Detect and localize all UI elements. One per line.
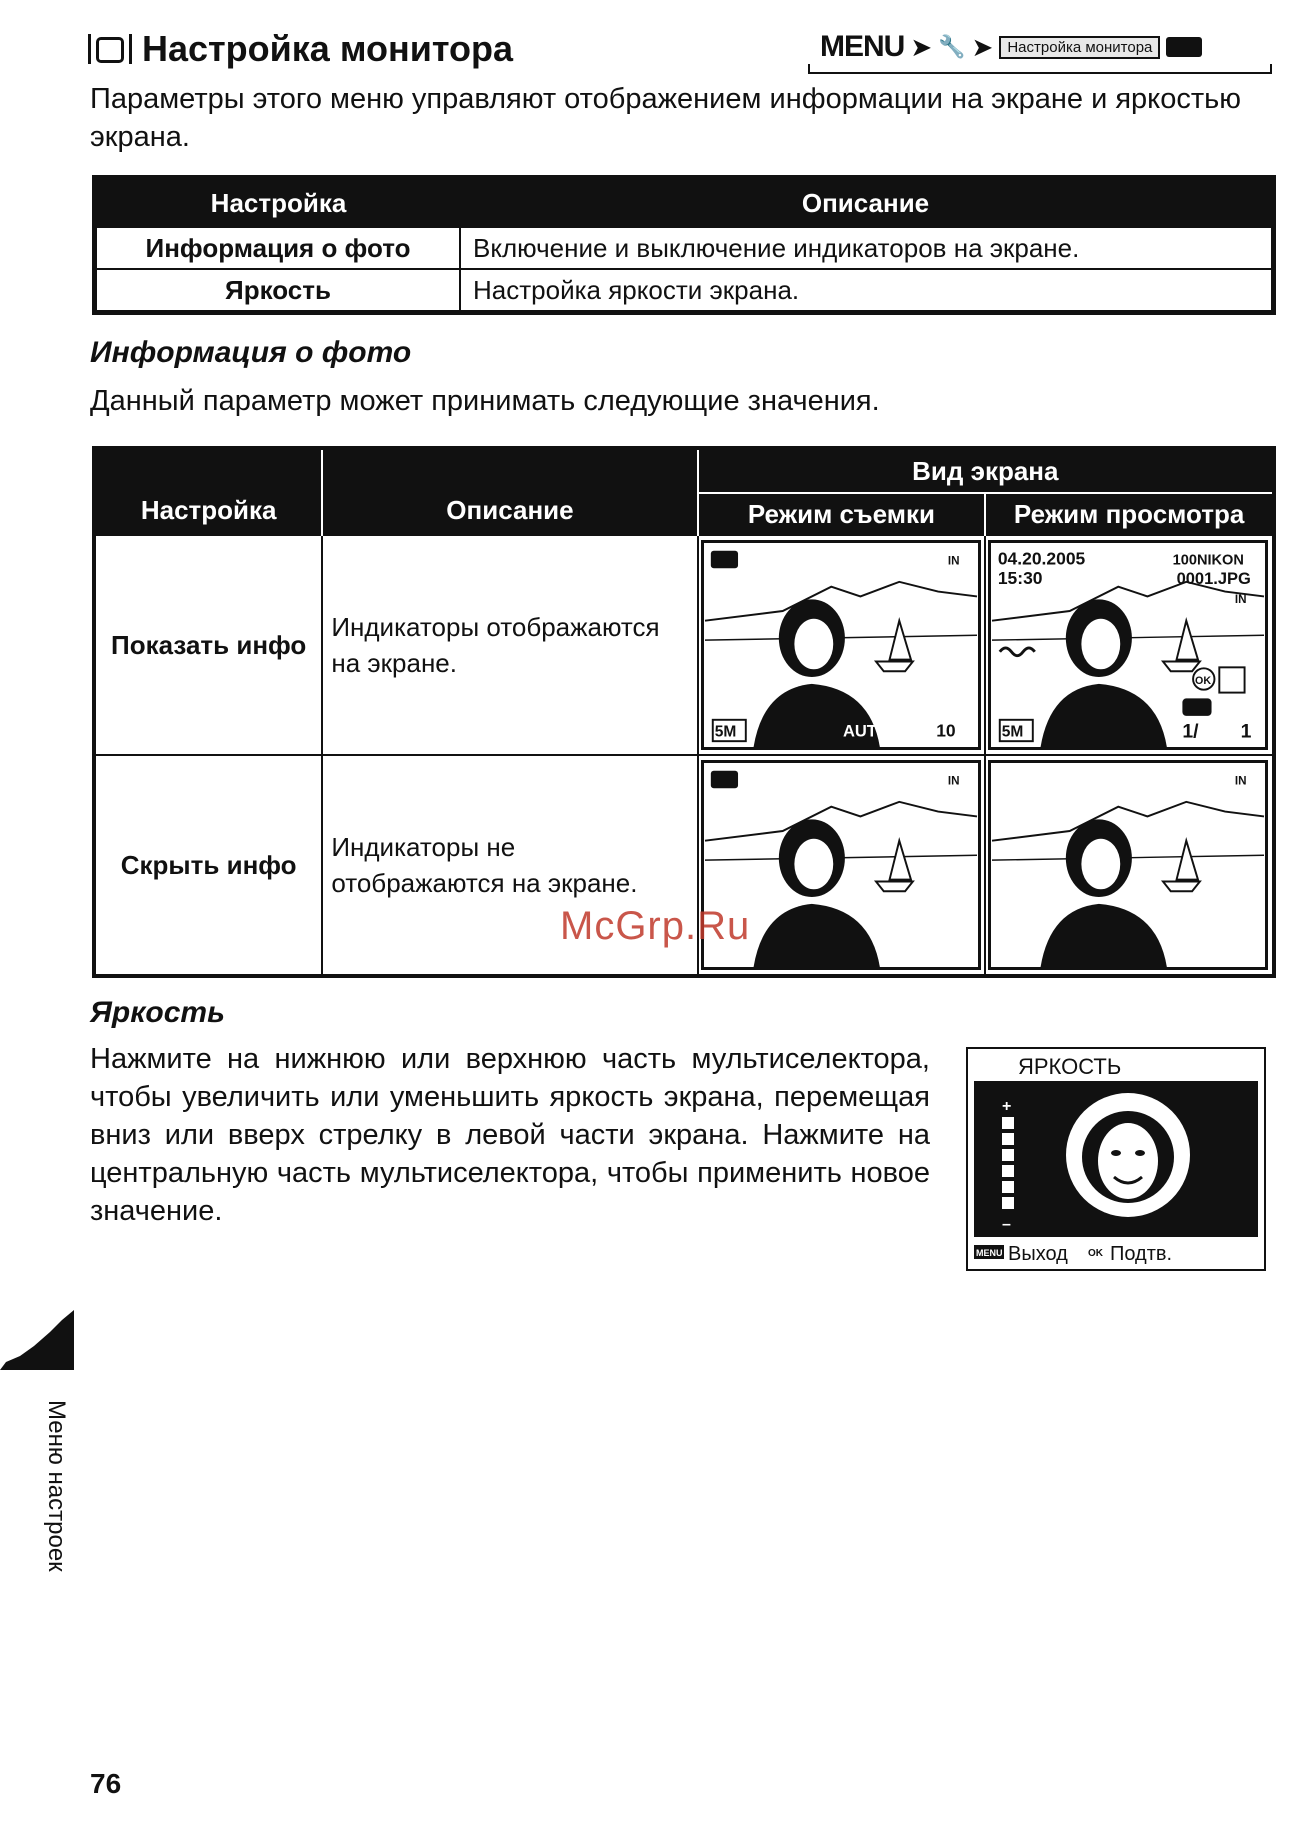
column-header-setting: Настройка <box>95 178 461 228</box>
section-text-brightness: Нажмите на нижнюю или верхнюю часть мультиселектора, чтобы увеличить или уменьшить яркость экрана, перемещая вниз или вверх стрелку в левой части экрана. Нажмите на центральную часть мультиселектора, чтобы применить новое значение. <box>90 1043 930 1227</box>
playback-screen-no-info <box>988 760 1268 970</box>
internal-memory-label: IN <box>1235 593 1247 607</box>
photo-info-table <box>92 446 1276 978</box>
description-cell: Включение и выключение индикаторов на экране. <box>460 227 1274 269</box>
shooting-screen-with-info <box>701 540 981 750</box>
menu-path-menu: MENU <box>820 30 905 63</box>
image-size-label: 5M <box>1001 723 1024 741</box>
menu-path-bracket <box>808 64 1272 74</box>
screen-cell <box>985 535 1274 755</box>
screen-cell <box>985 755 1274 976</box>
column-header-shoot: Режим съемки <box>698 493 986 535</box>
menu-path-crumb: Настройка монитора <box>999 36 1160 59</box>
table-row <box>94 535 1274 755</box>
time-label: 15:30 <box>998 567 1043 588</box>
setting-cell: Показать инфо <box>94 535 322 755</box>
menu-path <box>820 30 1202 64</box>
camera-icon <box>710 551 737 568</box>
file-name-label: 0001.JPG <box>1176 569 1252 588</box>
flash-auto-label: AUTO <box>842 722 889 741</box>
section-heading-brightness: Яркость <box>90 996 225 1029</box>
brightness-minus-label: – <box>1002 1216 1011 1233</box>
date-label: 04.20.2005 <box>998 548 1086 569</box>
ok-label: OK <box>1195 674 1212 687</box>
arrow-right-icon: ➤ <box>971 31 994 62</box>
page-number: 76 <box>90 1768 122 1799</box>
column-header-description: Описание <box>460 178 1274 228</box>
playback-screen-with-info <box>988 540 1268 750</box>
screen-cell <box>698 535 986 755</box>
camera-icon <box>710 771 737 788</box>
section-text-photo-info: Данный параметр может принимать следующие значения. <box>90 385 880 417</box>
page-title <box>88 28 513 70</box>
side-section-label: Меню настроек <box>43 1400 70 1572</box>
internal-memory-label: IN <box>947 554 960 568</box>
print-icon <box>1220 667 1245 692</box>
internal-memory-label: IN <box>947 774 960 788</box>
setting-cell: Яркость <box>95 269 461 313</box>
brightness-plus-label: + <box>1002 1098 1012 1115</box>
settings-table <box>92 175 1276 315</box>
total-frames-label: 1 <box>1240 720 1252 743</box>
section-tab-marker <box>0 1310 74 1380</box>
remaining-shots-label: 10 <box>935 720 956 741</box>
arrow-right-icon: ➤ <box>910 31 933 62</box>
monitor-icon <box>88 34 132 64</box>
description-cell: Индикаторы не отображаются на экране. <box>322 755 697 976</box>
exit-label: Выход <box>1008 1243 1068 1265</box>
column-header-play: Режим просмотра <box>985 493 1274 535</box>
wrench-icon: 🔧 <box>938 34 966 59</box>
confirm-label: Подтв. <box>1110 1243 1173 1265</box>
watermark: McGrp.Ru <box>560 904 751 948</box>
brightness-title: ЯРКОСТЬ <box>1018 1054 1122 1079</box>
voice-memo-icon <box>1183 698 1212 715</box>
description-cell: Индикаторы отображаются на экране. <box>322 535 697 755</box>
folder-label: 100NIKON <box>1172 552 1245 569</box>
section-heading-photo-info: Информация о фото <box>90 336 412 369</box>
column-header-description: Описание <box>322 448 697 535</box>
intro-text: Параметры этого меню управляют отображением информации на экране и яркостью экрана. <box>90 83 1241 153</box>
column-header-view: Вид экрана <box>698 448 1274 493</box>
table-row <box>95 227 1274 269</box>
internal-memory-label: IN <box>1235 774 1247 788</box>
monitor-setting-icon <box>1166 37 1202 57</box>
menu-button-icon-label: MENU <box>976 1248 1003 1258</box>
setting-cell: Информация о фото <box>95 227 461 269</box>
page-title-text: Настройка монитора <box>142 28 514 69</box>
frame-number-label: 1/ <box>1182 720 1199 743</box>
description-cell: Настройка яркости экрана. <box>460 269 1274 313</box>
brightness-screen-illustration <box>968 1049 1264 1269</box>
image-size-label: 5M <box>714 723 736 741</box>
table-row <box>95 269 1274 313</box>
brightness-screen <box>966 1047 1266 1271</box>
setting-cell: Скрыть инфо <box>94 755 322 976</box>
ok-button-icon: OK <box>1088 1248 1103 1259</box>
column-header-setting: Настройка <box>94 448 322 535</box>
